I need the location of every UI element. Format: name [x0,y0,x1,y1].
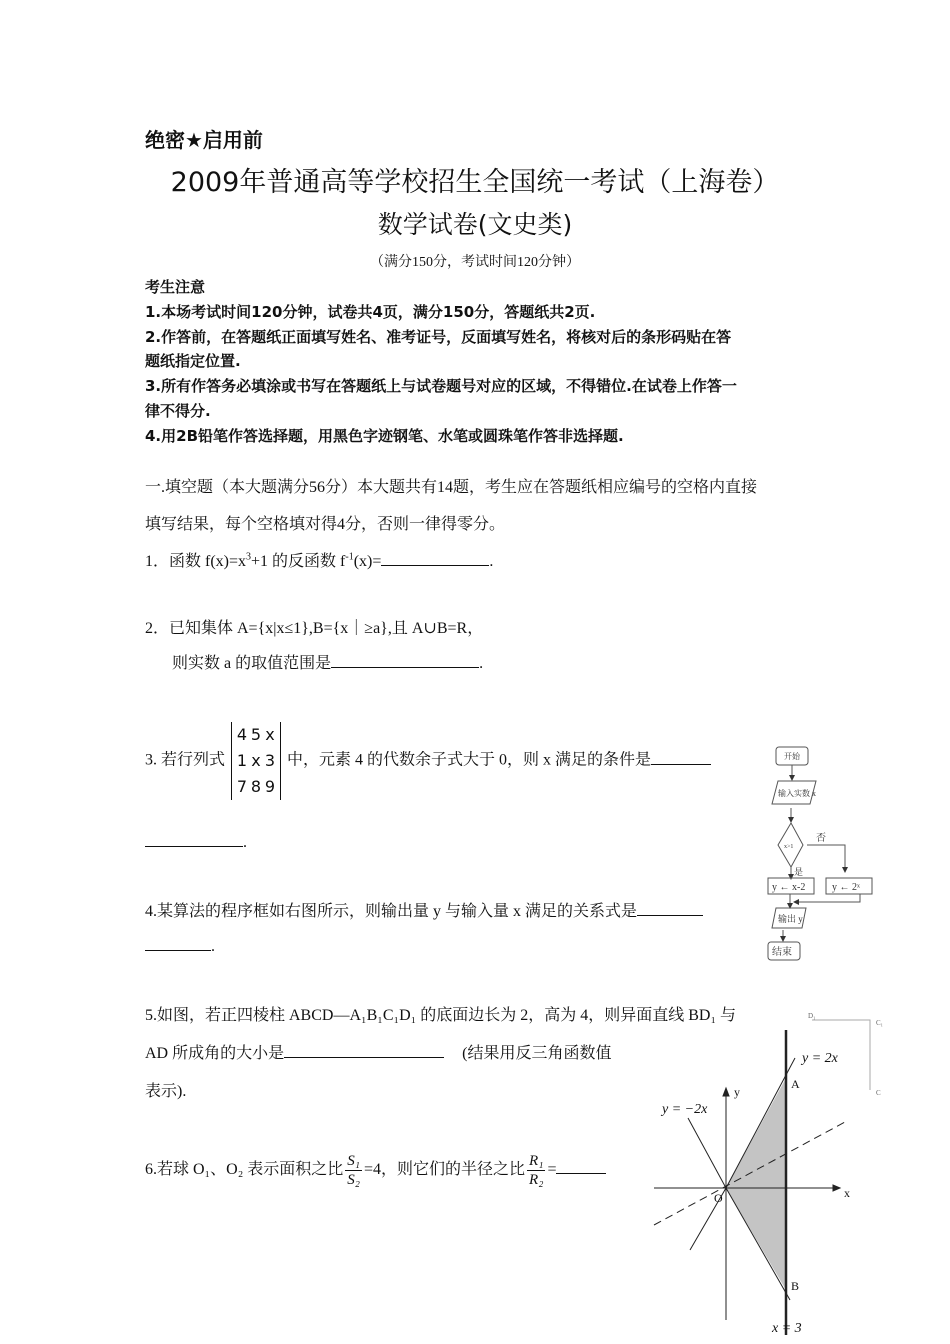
notice-heading: 考生注意 [145,278,206,296]
q3-end: . [243,834,247,851]
flow-condition-label: x>1 [784,844,794,850]
answer-blank[interactable] [145,832,243,847]
flow-yes-assign: y ← x-2 [772,882,806,893]
det-cell: 7 [236,777,248,796]
prism-d1-label: D₁ [808,1012,816,1020]
det-cell: 8 [250,777,262,796]
q2-text: 则实数 a 的取值范围是 [172,655,332,672]
secret-label: 绝密★启用前 [145,128,263,152]
frac-den: S₂ [347,1172,360,1188]
label-y-2x: y = 2x [802,1051,838,1066]
section-intro: 填写结果，每个空格填对得4分，否则一律得零分。 [145,516,506,533]
notice-item: 2.作答前，在答题纸正面填写姓名、准考证号，反面填写姓名，将核对后的条形码贴在答 [145,328,732,346]
flow-input-label: 输入实数 x [778,789,816,798]
notice-item: 题纸指定位置. [145,352,241,370]
answer-blank[interactable] [651,750,711,765]
notice-item: 律不得分. [145,402,211,420]
question-5-line1: 5.如图，若正四棱柱 ABCD—A₁B₁C₁D₁ 的底面边长为 2，高为 4，则异面直线 BD₁ 与 [145,1007,737,1024]
q1-text: +1 的反函数 f [251,553,346,570]
coordinate-graph [640,1000,900,1344]
det-cell: x [251,751,261,770]
shaded-region [726,1078,786,1290]
prism-c-label: C [876,1089,881,1097]
notice-item: 4.用2B铅笔作答选择题，用黑色字迹钢笔、水笔或圆珠笔作答非选择题. [145,427,624,445]
flow-end-label: 结束 [772,947,792,958]
notice-item: 1.本场考试时间120分钟，试卷共4页，满分150分，答题纸共2页. [145,303,596,321]
q4-text: 4.某算法的程序框如右图所示，则输出量 y 与输入量 x 满足的关系式是 [145,903,638,920]
exam-subtitle: 数学试卷(文史类) [377,210,573,239]
frac-num: S₁ [347,1153,360,1169]
question-3-continuation [145,832,247,852]
det-cell: x [265,725,275,744]
section-intro: 一.填空题（本大题满分56分）本大题共有14题，考生应在答题纸相应编号的空格内直接 [145,479,758,496]
notice-item: 3.所有作答务必填涂或书写在答题纸上与试卷题号对应的区域，不得错位.在试卷上作答一 [145,377,737,395]
answer-blank[interactable] [284,1043,444,1058]
q6-text: 6.若球 O₁、O₂ 表示面积之比 [145,1161,344,1179]
frac-den: R₂ [529,1172,544,1188]
question-3 [145,722,711,800]
answer-blank[interactable] [637,901,703,916]
question-2-line2 [172,650,483,673]
question-5-line2 [145,1040,611,1063]
determinant [231,722,281,800]
flow-no-label: 否 [816,833,826,844]
line-y-neg2x [688,1118,726,1188]
point-b-label: B [791,1279,800,1293]
det-cell: 5 [250,725,262,744]
label-y-neg2x: y = −2x [662,1102,708,1117]
label-x-3: x = 3 [772,1321,802,1336]
q5-text: AD 所成角的大小是 [145,1045,285,1062]
question-2-line1: 2．已知集体 A={x|x≤1},B={x｜≥a},且 A∪B=R， [145,620,484,637]
flow-no-assign: y ← 2ˣ [832,882,860,893]
q6-text: ，则它们的半径之比 [381,1161,526,1179]
q3-text: 3. 若行列式 [145,751,226,769]
answer-blank[interactable] [145,936,211,951]
q1-text: (x)= [353,553,382,570]
det-cell: 9 [264,777,276,796]
origin-label: O [714,1191,723,1205]
q1-sup: -1 [345,551,354,563]
score-time: （满分150分，考试时间120分钟） [370,255,580,270]
answer-blank[interactable] [556,1159,606,1174]
flow-start-label: 开始 [784,752,800,761]
question-5-line3: 表示). [145,1083,187,1100]
q4-end: . [211,938,215,955]
question-4-continuation [145,936,215,956]
answer-blank[interactable] [381,551,489,566]
y-axis-label: y [734,1085,740,1099]
flow-yes-label: 是 [794,867,804,877]
flowchart [750,740,900,970]
question-1 [145,548,493,571]
q1-sup: 3 [246,551,252,563]
q3-text: 中，元素 4 的代数余子式大于 0，则 x 满足的条件是 [287,751,652,769]
point-a-label: A [791,1077,800,1091]
det-cell: 1 [236,751,248,770]
prism-c1-label: C₁ [876,1019,884,1027]
q1-end: . [489,553,494,570]
q5-text: (结果用反三角函数值 [462,1045,612,1062]
answer-blank[interactable] [331,653,479,668]
question-4 [145,898,703,921]
q6-text: = [547,1161,557,1179]
det-cell: 4 [236,725,248,744]
question-6 [145,1152,606,1189]
exam-title: 2009年普通高等学校招生全国统一考试（上海卷） [170,167,780,198]
q1-text: 1．函数 f(x)=x [145,553,247,570]
x-axis-label: x [844,1186,850,1200]
fraction-r [527,1152,545,1189]
fraction-s [345,1152,362,1189]
q6-text: =4 [364,1161,382,1179]
frac-num: R₁ [529,1153,544,1169]
flow-output-label: 输出 y [778,914,803,924]
det-cell: 3 [264,751,276,770]
q2-end: . [479,655,484,672]
